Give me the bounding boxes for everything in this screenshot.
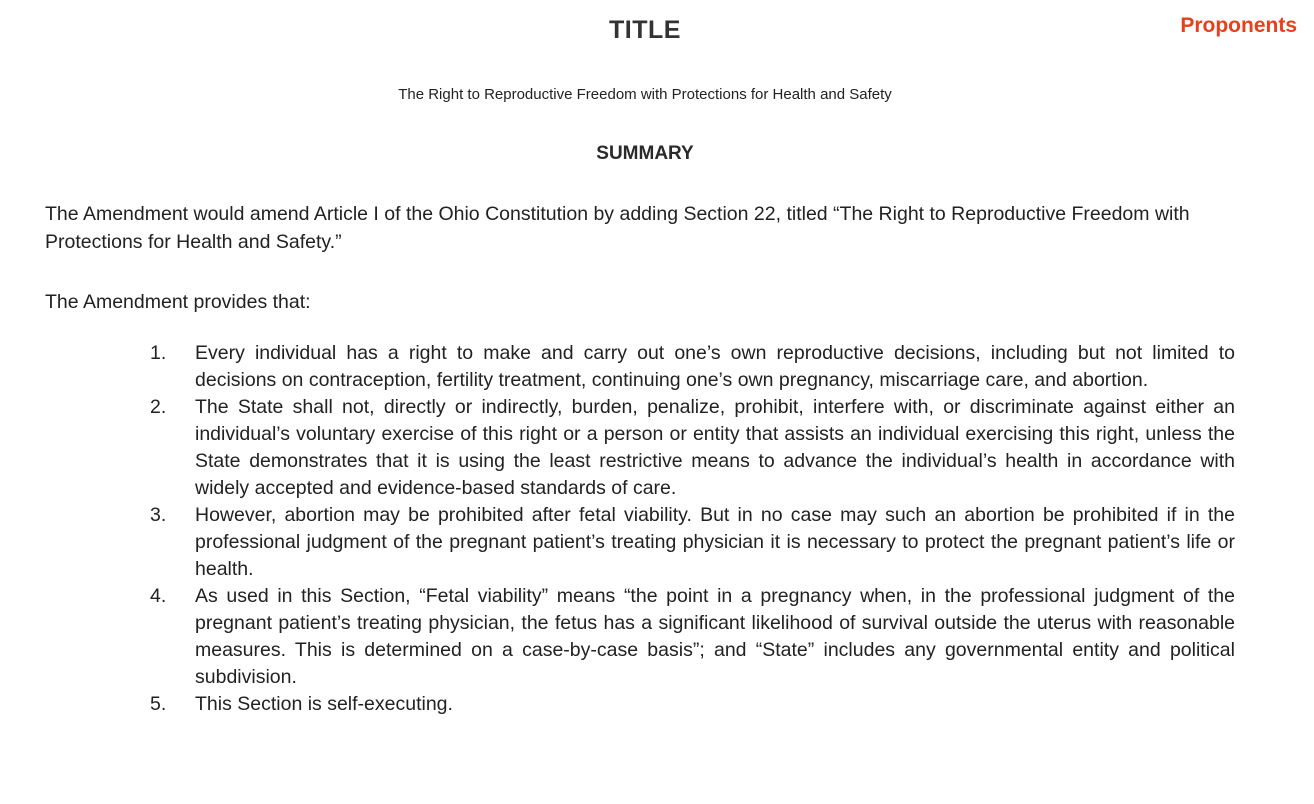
provides-paragraph: The Amendment provides that: bbox=[45, 291, 311, 313]
provision-number: 2. bbox=[150, 396, 167, 418]
proponents-label: Proponents bbox=[1180, 14, 1297, 37]
provision-item bbox=[0, 691, 1235, 718]
provision-number: 3. bbox=[150, 504, 167, 526]
amendment-subtitle: The Right to Reproductive Freedom with Protections for Health and Safety bbox=[398, 86, 892, 103]
provision-number: 1. bbox=[150, 342, 167, 364]
provision-text: As used in this Section, “Fetal viability” means “the point in a pregnancy when, in the professional judgment of the pregnant patient’s treating physician, the fetus has a significant likelihood of survival outside the uterus with reasonable measures. This is determined on a case-by-case basis”; and “State” includes any governmental entity and political subdivision. bbox=[195, 585, 1235, 688]
provisions-list bbox=[0, 340, 1314, 718]
provision-number: 5. bbox=[150, 693, 167, 715]
provision-text: Every individual has a right to make and carry out one’s own reproductive decisions, including but not limited to decisions on contraception, fertility treatment, continuing one’s own pregnancy, miscarriage care, and abortion. bbox=[195, 342, 1235, 391]
provision-text: This Section is self-executing. bbox=[195, 693, 453, 715]
page-title: TITLE bbox=[609, 16, 681, 44]
provision-number: 4. bbox=[150, 585, 167, 607]
provision-item bbox=[0, 583, 1235, 691]
provision-text: The State shall not, directly or indirectly, burden, penalize, prohibit, interfere with, or discriminate against either an individual’s voluntary exercise of this right or a person or entity that assists an individual exercising this right, unless the State demonstrates that it is using the least restrictive means to advance the individual’s health in accordance with widely accepted and evidence-based standards of care. bbox=[195, 396, 1235, 499]
provision-item bbox=[0, 502, 1235, 583]
provision-text: However, abortion may be prohibited after fetal viability. But in no case may such an abortion be prohibited if in the professional judgment of the pregnant patient’s treating physician it is necessary to protect the pregnant patient’s life or health. bbox=[195, 504, 1235, 580]
summary-heading: SUMMARY bbox=[596, 143, 694, 164]
summary-intro-paragraph: The Amendment would amend Article I of the Ohio Constitution by adding Section 22, titled “The Right to Reproductive Freedom with Protections for Health and Safety.” bbox=[45, 203, 1190, 253]
provision-item bbox=[0, 394, 1235, 502]
provision-item bbox=[0, 340, 1235, 394]
